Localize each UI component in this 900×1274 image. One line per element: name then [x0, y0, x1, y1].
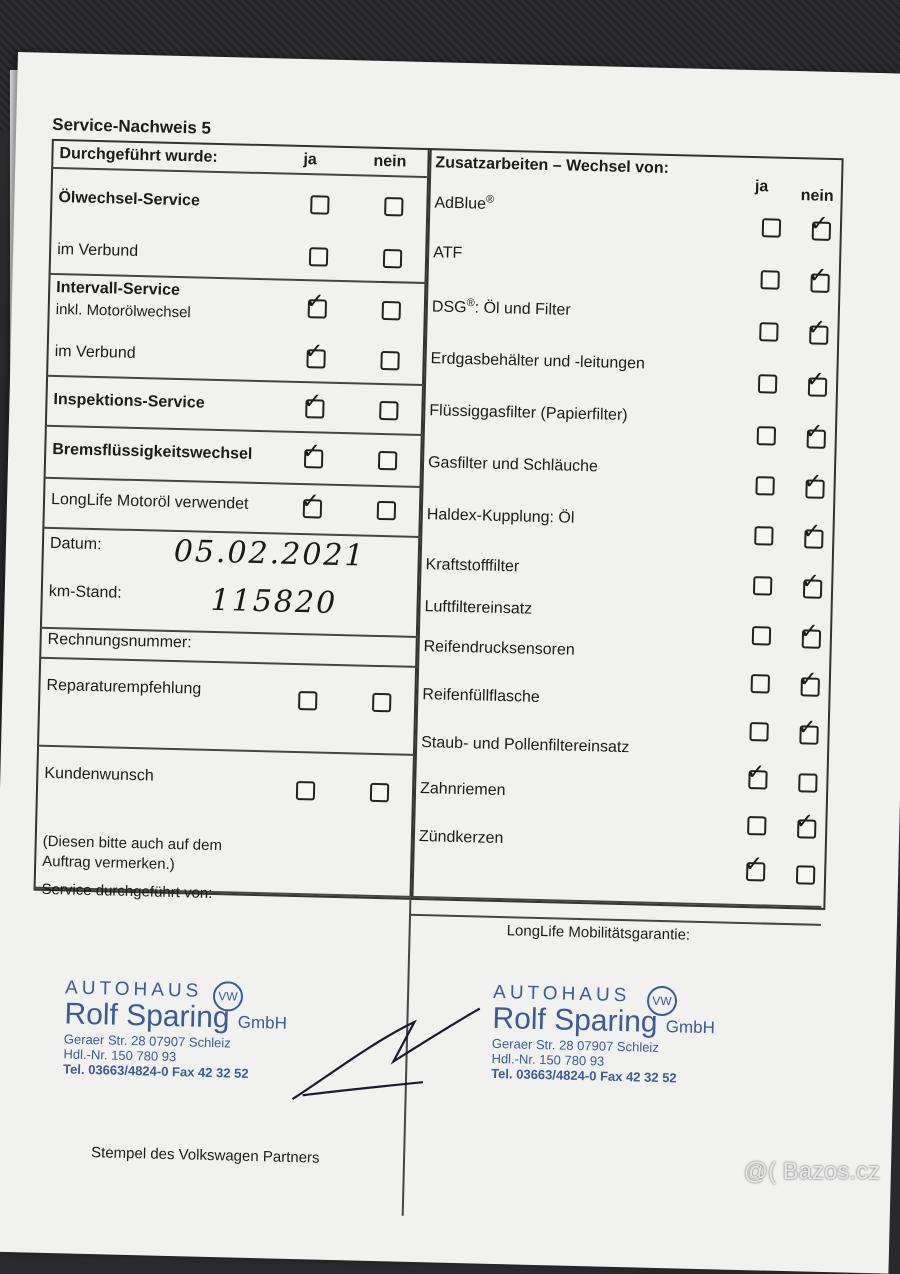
- checkbox-adblue-ja[interactable]: [762, 218, 781, 237]
- checkmark-icon: ✓: [744, 851, 764, 878]
- rechnung-label: Rechnungsnummer:: [47, 630, 192, 652]
- checkmark-icon: ✓: [803, 469, 823, 495]
- item-pollenfilter: Staub- und Pollenfiltereinsatz: [421, 734, 630, 757]
- item-gasfilter: Gasfilter und Schläuche: [427, 454, 599, 476]
- checkbox-zahnriemen-ja[interactable]: [747, 816, 766, 835]
- checkmark-icon: ✓: [798, 667, 818, 693]
- item-luftfilter: Luftfiltereinsatz: [424, 598, 533, 618]
- checkmark-icon: ✓: [808, 263, 828, 289]
- checkbox-atf-ja[interactable]: [760, 270, 779, 289]
- datum-handwritten-value: 05.02.2021: [173, 533, 366, 574]
- checkmark-icon: ✓: [302, 439, 322, 465]
- checkmark-icon: ✓: [799, 619, 819, 645]
- checkbox-haldex-ja[interactable]: [754, 526, 773, 545]
- stempel-label: Stempel des Volkswagen Partners: [90, 1144, 320, 1167]
- item-adblue: AdBlue®: [434, 193, 495, 213]
- checkbox-oelwechsel-ja[interactable]: [310, 195, 329, 214]
- checkbox-gasfilter-nein[interactable]: [803, 469, 824, 498]
- page-title: Service-Nachweis 5: [52, 114, 212, 138]
- item-dsg: DSG®: Öl und Filter: [431, 297, 571, 319]
- checkbox-pollenfilter-ja[interactable]: [746, 760, 767, 789]
- checkbox-intervall-ja[interactable]: [305, 289, 327, 318]
- checkbox-atf-nein[interactable]: [808, 263, 829, 292]
- item-erdgas: Erdgasbehälter und -leitungen: [430, 350, 646, 373]
- km-label: km-Stand:: [48, 582, 122, 602]
- checkbox-kundenwunsch-nein[interactable]: [370, 783, 389, 802]
- checkbox-zuendkerzen-ja[interactable]: [744, 851, 765, 881]
- checkbox-reifenfuell-nein[interactable]: [797, 715, 818, 744]
- row-label-inspektion: Inspektions-Service: [53, 390, 205, 412]
- checkbox-inspektion-nein[interactable]: [379, 401, 398, 420]
- left-col-ja: ja: [303, 151, 318, 169]
- checkbox-intervall-nein[interactable]: [382, 301, 401, 320]
- checkbox-gasfilter-ja[interactable]: [755, 476, 774, 495]
- checkbox-adblue-nein[interactable]: [809, 211, 831, 240]
- checkbox-zuendkerzen-nein[interactable]: [796, 865, 815, 884]
- checkmark-icon: ✓: [807, 315, 827, 341]
- checkmark-icon: ✓: [303, 389, 323, 415]
- checkbox-reparatur-ja[interactable]: [298, 691, 317, 710]
- reparatur-label: Reparaturempfehlung: [46, 676, 202, 698]
- dealer-stamp-right: AUTOHAUS Rolf Sparing GmbH Geraer Str. 28 07907 Schleiz Hdl.-Nr. 150 780 93 Tel. 03663/4824-0 Fax 42 32 52: [491, 981, 716, 1086]
- dealer-stamp-left: AUTOHAUS Rolf Sparing GmbH Geraer Str. 28 07907 Schleiz Hdl.-Nr. 150 780 93 Tel. 03663/4824-0 Fax 42 32 52: [62, 977, 288, 1081]
- checkbox-haldex-nein[interactable]: [802, 519, 823, 548]
- checkbox-im-verbund-1-nein[interactable]: [383, 249, 402, 268]
- checkbox-erdgas-nein[interactable]: [805, 367, 827, 396]
- checkbox-reifenfuell-ja[interactable]: [749, 722, 768, 741]
- item-atf: ATF: [433, 244, 463, 262]
- checkbox-inspektion-ja[interactable]: [303, 389, 324, 418]
- checkmark-icon: ✓: [800, 569, 821, 595]
- checkbox-bremsfluessigkeit-nein[interactable]: [378, 451, 397, 470]
- checkmark-icon: ✓: [797, 715, 817, 741]
- row-label-im-verbund-2: im Verbund: [54, 342, 136, 362]
- right-col-ja: ja: [754, 178, 769, 196]
- row-label-oelwechsel: Ölwechsel-Service: [58, 189, 201, 210]
- row-label-intervall: Intervall-Service: [56, 279, 181, 300]
- row-label-im-verbund-1: im Verbund: [56, 241, 139, 260]
- kundenwunsch-label: Kundenwunsch: [44, 764, 154, 785]
- checkbox-im-verbund-1-ja[interactable]: [309, 247, 328, 266]
- checkbox-bremsfluessigkeit-ja[interactable]: [302, 439, 323, 468]
- checkbox-oelwechsel-nein[interactable]: [384, 197, 403, 216]
- checkbox-dsg-ja[interactable]: [759, 322, 778, 341]
- checkmark-icon: ✓: [304, 339, 324, 365]
- checkbox-luftfilter-ja[interactable]: [752, 626, 771, 645]
- item-fluessiggas: Flüssiggasfilter (Papierfilter): [429, 402, 628, 424]
- row-label-bremsfluessigkeit: Bremsflüssigkeitswechsel: [52, 440, 253, 463]
- item-reifendruck: Reifendrucksensoren: [423, 638, 575, 659]
- item-haldex: Haldex-Kupplung: Öl: [426, 506, 575, 527]
- checkbox-longlife-ja[interactable]: [300, 489, 322, 518]
- checkbox-im-verbund-2-ja[interactable]: [304, 339, 325, 368]
- mobility-guarantee-label: LongLife Mobilitätsgarantie:: [506, 922, 691, 944]
- checkbox-reparatur-nein[interactable]: [372, 693, 391, 712]
- checkmark-icon: ✓: [795, 809, 815, 835]
- checkmark-icon: ✓: [300, 489, 320, 515]
- signature: [282, 999, 485, 1114]
- item-reifenfuell: Reifenfüllflasche: [422, 686, 541, 706]
- left-col-nein: nein: [373, 152, 407, 171]
- checkmark-icon: ✓: [746, 760, 766, 786]
- right-header: Zusatzarbeiten – Wechsel von:: [435, 154, 670, 177]
- checkbox-erdgas-ja[interactable]: [758, 374, 777, 393]
- checkbox-kraftstofffilter-nein[interactable]: [800, 569, 822, 598]
- checkmark-icon: ✓: [804, 419, 824, 445]
- vw-logo-icon: VW: [213, 981, 244, 1012]
- checkbox-dsg-nein[interactable]: [807, 315, 828, 344]
- checkbox-zahnriemen-nein[interactable]: [795, 809, 816, 838]
- watermark: @( Bazos.cz: [743, 1158, 880, 1185]
- checkbox-longlife-nein[interactable]: [377, 501, 396, 520]
- checkbox-kundenwunsch-ja[interactable]: [296, 781, 315, 800]
- checkbox-fluessiggas-ja[interactable]: [757, 426, 776, 445]
- checkmark-icon: ✓: [805, 367, 825, 393]
- checkbox-fluessiggas-nein[interactable]: [804, 419, 826, 448]
- row-label-longlife: LongLife Motoröl verwendet: [50, 490, 249, 513]
- vw-logo-icon: VW: [647, 986, 678, 1017]
- checkbox-im-verbund-2-nein[interactable]: [380, 351, 399, 370]
- item-kraftstofffilter: Kraftstofffilter: [425, 556, 520, 576]
- checkbox-reifendruck-nein[interactable]: [798, 667, 819, 696]
- checkbox-pollenfilter-nein[interactable]: [798, 773, 817, 792]
- checkbox-kraftstofffilter-ja[interactable]: [753, 576, 772, 595]
- note-line-1: (Diesen bitte auch auf dem: [42, 832, 223, 855]
- checkmark-icon: ✓: [802, 519, 822, 545]
- item-zuendkerzen: Zündkerzen: [418, 828, 504, 848]
- left-header: Durchgeführt wurde:: [59, 145, 218, 166]
- item-zahnriemen: Zahnriemen: [419, 780, 506, 800]
- service-by-label: Service durchgeführt von:: [41, 880, 213, 902]
- datum-label: Datum:: [49, 534, 102, 554]
- checkbox-reifendruck-ja[interactable]: [751, 674, 770, 693]
- checkbox-luftfilter-nein[interactable]: [799, 619, 821, 648]
- km-handwritten-value: 115820: [210, 582, 338, 621]
- note-line-2: Auftrag vermerken.): [42, 852, 175, 874]
- service-booklet-page: [0, 52, 900, 1274]
- checkmark-icon: ✓: [305, 289, 325, 315]
- right-col-nein: nein: [800, 187, 834, 205]
- checkmark-icon: ✓: [809, 211, 829, 237]
- row-sublabel-intervall: inkl. Motorölwechsel: [55, 301, 191, 322]
